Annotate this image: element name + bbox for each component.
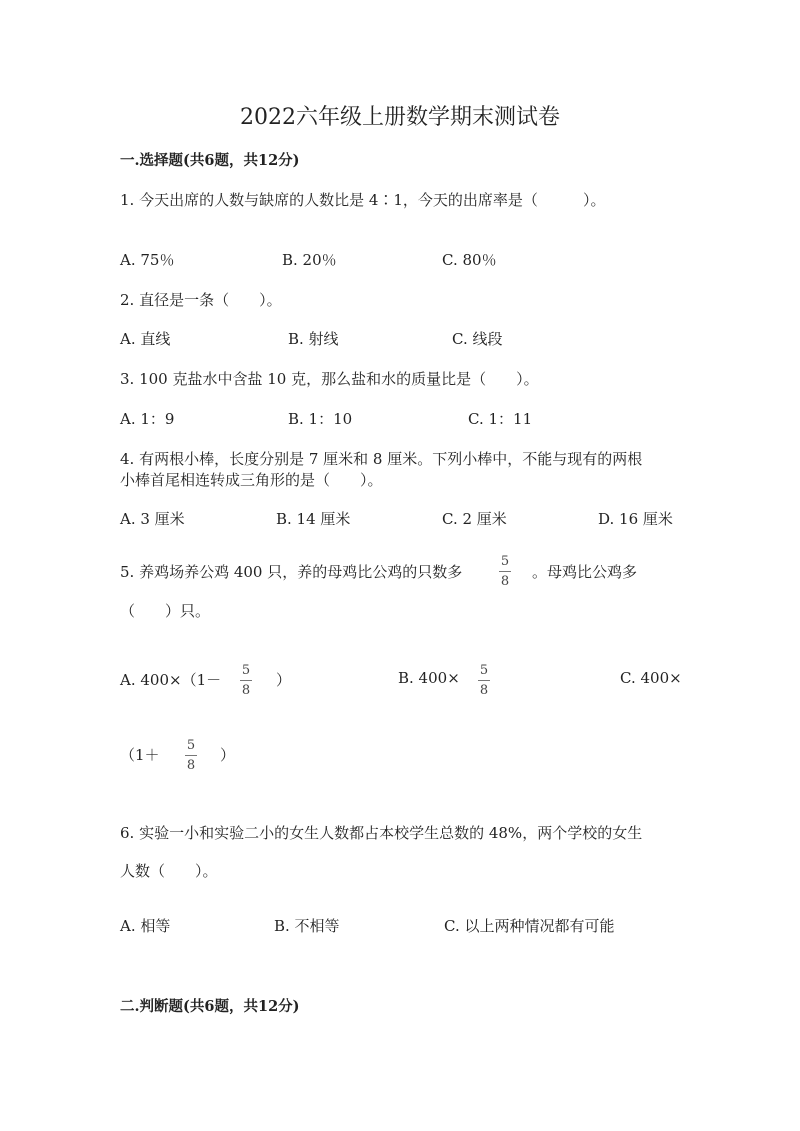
question-5-option-c-continued: （1＋ xyxy=(120,746,160,764)
question-5-text-line2: （ ）只。 xyxy=(120,602,211,620)
question-5-text-part1: 5. 养鸡场养公鸡 400 只，养的母鸡比公鸡的只数多 xyxy=(120,563,463,581)
question-2-option-b: B. 射线 xyxy=(288,330,339,348)
fraction-denominator: 8 xyxy=(241,683,251,698)
question-4-text-line1: 4. 有两根小棒，长度分别是 7 厘米和 8 厘米。下列小棒中，不能与现有的两根 xyxy=(120,450,643,468)
question-1-text: 1. 今天出席的人数与缺席的人数比是 4∶1，今天的出席率是（ ）。 xyxy=(120,191,606,209)
fraction-five-eighths xyxy=(499,555,511,588)
question-6-option-a: A. 相等 xyxy=(120,917,171,935)
fraction-numerator: 5 xyxy=(479,663,489,678)
section-heading-judgment: 二.判断题(共6题，共12分) xyxy=(120,998,300,1015)
fraction-numerator: 5 xyxy=(500,554,510,569)
question-1-option-a: A. 75％ xyxy=(120,251,175,269)
question-5-option-a-close: ） xyxy=(276,671,292,689)
fraction-five-eighths xyxy=(478,664,490,697)
question-1-option-b: B. 20％ xyxy=(282,251,337,269)
question-6-text-line1: 6. 实验一小和实验二小的女生人数都占本校学生总数的 48%，两个学校的女生 xyxy=(120,824,643,842)
fraction-denominator: 8 xyxy=(479,683,489,698)
question-6-option-c: C. 以上两种情况都有可能 xyxy=(444,917,615,935)
question-4-text-line2: 小棒首尾相连转成三角形的是（ ）。 xyxy=(120,471,383,489)
question-4-option-d: D. 16 厘米 xyxy=(598,510,673,528)
question-6-text-line2: 人数（ ）。 xyxy=(120,862,218,880)
question-2-option-c: C. 线段 xyxy=(452,330,503,348)
fraction-bar xyxy=(499,571,511,572)
fraction-numerator: 5 xyxy=(241,663,251,678)
question-3-option-c: C. 1：11 xyxy=(468,410,533,428)
fraction-denominator: 8 xyxy=(186,758,196,773)
fraction-denominator: 8 xyxy=(500,574,510,589)
question-5-option-a: A. 400×（1－ xyxy=(120,671,222,689)
question-2-text: 2. 直径是一条（ ）。 xyxy=(120,291,282,309)
question-5-option-c-close: ） xyxy=(220,746,236,764)
fraction-numerator: 5 xyxy=(186,738,196,753)
question-4-option-c: C. 2 厘米 xyxy=(442,510,507,528)
question-1-option-c: C. 80％ xyxy=(442,251,497,269)
question-6-option-b: B. 不相等 xyxy=(274,917,340,935)
question-4-option-b: B. 14 厘米 xyxy=(276,510,351,528)
section-heading-choice: 一.选择题(共6题，共12分) xyxy=(120,152,300,169)
fraction-bar xyxy=(478,680,490,681)
fraction-bar xyxy=(240,680,252,681)
question-2-option-a: A. 直线 xyxy=(120,330,171,348)
question-5-option-c: C. 400× xyxy=(620,669,682,687)
question-3-text: 3. 100 克盐水中含盐 10 克，那么盐和水的质量比是（ ）。 xyxy=(120,370,539,388)
question-5-option-b: B. 400× xyxy=(398,669,460,687)
question-3-option-a: A. 1：9 xyxy=(120,410,175,428)
fraction-five-eighths xyxy=(185,739,197,772)
question-5-text-part2: 。母鸡比公鸡多 xyxy=(532,563,638,581)
fraction-bar xyxy=(185,755,197,756)
fraction-five-eighths xyxy=(240,664,252,697)
page-title: 2022六年级上册数学期末测试卷 xyxy=(240,105,560,130)
question-4-option-a: A. 3 厘米 xyxy=(120,510,185,528)
question-3-option-b: B. 1：10 xyxy=(288,410,353,428)
